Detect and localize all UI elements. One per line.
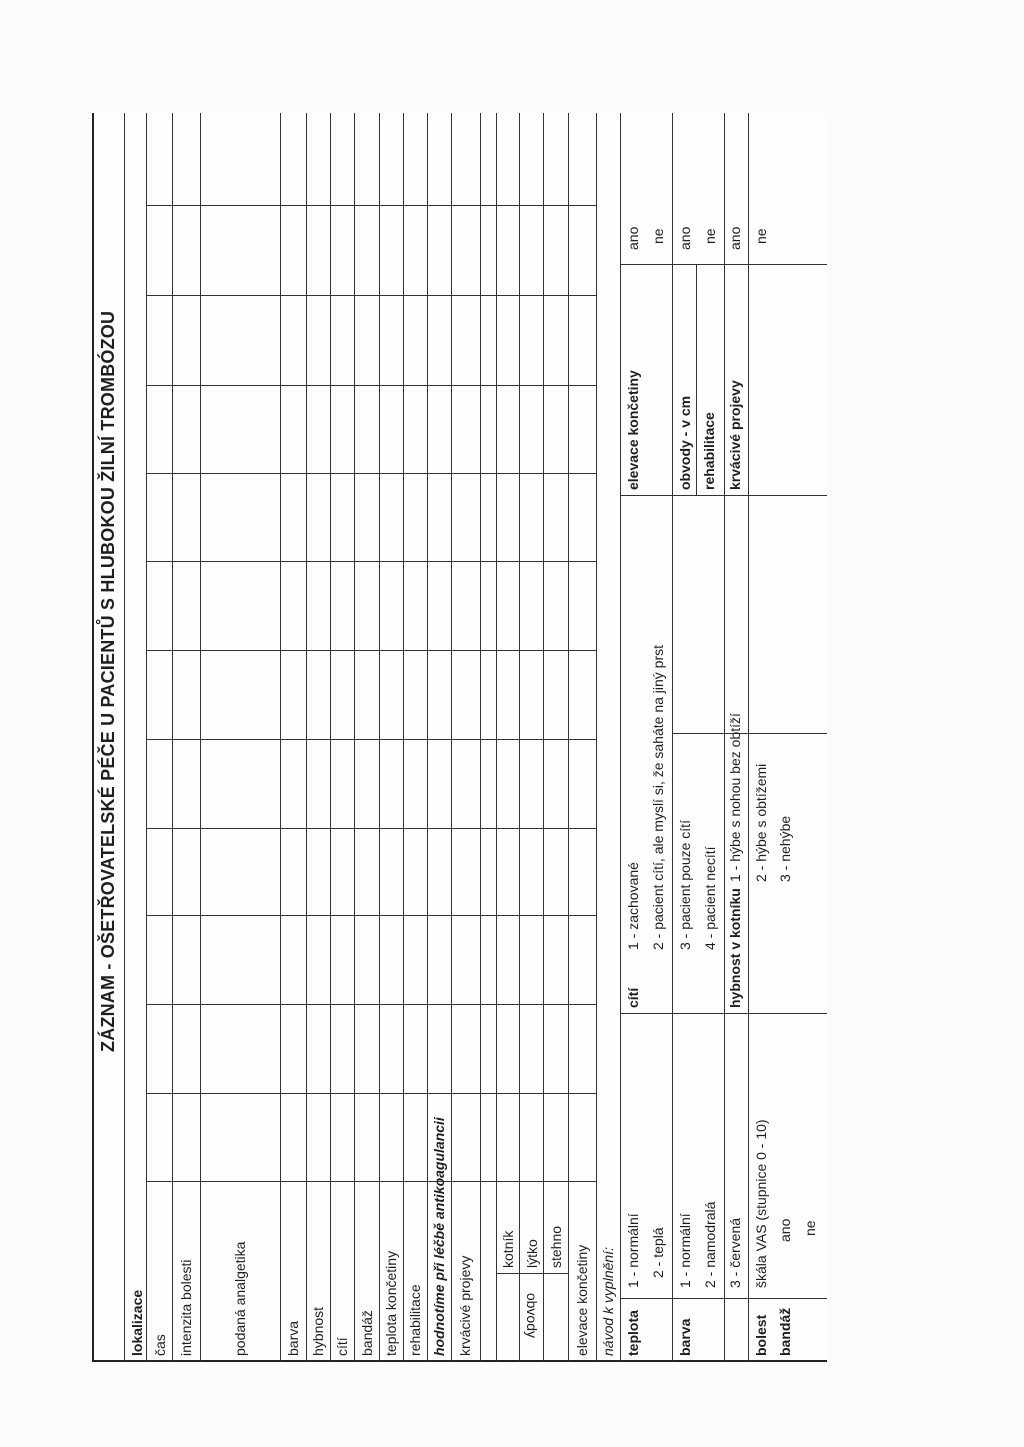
legend-krvacive-label: krvácivé projevy <box>727 380 743 490</box>
legend-citi-item: 2 - pacient cítí, ale myslí si, že saháte na jiný prst <box>650 644 666 950</box>
row-divider <box>620 113 621 1362</box>
column-divider <box>146 915 596 916</box>
legend-bandaz-label: bandáž <box>777 1307 793 1356</box>
row-label-citi: cítí <box>334 1337 350 1356</box>
legend-divider <box>620 1298 827 1299</box>
legend-elevace-label: elevace končetiny <box>625 370 641 490</box>
column-divider <box>146 205 596 206</box>
legend-hybnost-label: hybnost v kotníku <box>727 888 743 1008</box>
legend-hybnost-item: 3 - nehýbe <box>777 815 793 882</box>
antikoagulancia-header: hodnotíme při léčbě antikoagulancii <box>431 1117 447 1356</box>
form-page <box>92 113 827 1362</box>
row-label-krvacive: krvácivé projevy <box>457 1255 473 1356</box>
row-divider <box>146 113 147 1362</box>
row-divider <box>200 113 201 1362</box>
column-divider <box>146 739 596 740</box>
row-label-bandaz: bandáž <box>359 1310 375 1356</box>
row-label-barva: barva <box>285 1320 301 1356</box>
form-title: ZÁZNAM - OŠETŘOVATELSKÉ PÉČE U PACIENTŮ S HLUBOKOU ŽILNÍ TROMBÓZOU <box>98 310 118 1052</box>
row-label-obvody: obvody <box>524 1292 540 1338</box>
row-divider <box>379 113 380 1362</box>
row-label-stehno: stehno <box>548 1225 564 1268</box>
legend-divider <box>672 733 827 734</box>
column-divider <box>146 1181 596 1182</box>
row-divider <box>568 113 569 1362</box>
column-divider <box>146 1004 596 1005</box>
row-divider <box>543 113 544 1362</box>
legend-elevace-item: ne <box>650 228 666 244</box>
legend-rehabilitace-item: ano <box>677 226 693 250</box>
row-label-lokalizace: lokalizace <box>129 1289 145 1356</box>
row-divider <box>496 113 497 1362</box>
column-divider <box>146 385 596 386</box>
row-label-kotnik: kotník <box>500 1230 516 1268</box>
row-divider <box>427 113 428 1362</box>
rotated-form-sheet <box>92 113 827 1362</box>
row-divider <box>451 113 452 1362</box>
legend-hybnost-item: 2 - hýbe s obtížemi <box>753 763 769 882</box>
row-divider <box>172 113 173 1362</box>
row-label-intenzita: intenzita bolesti <box>178 1259 194 1356</box>
row-divider <box>519 113 520 1362</box>
title-divider <box>124 113 125 1362</box>
legend-citi-item: 1 - zachované <box>625 862 641 950</box>
legend-elevace-item: ano <box>625 226 641 250</box>
legend-teplota-item: 1 - normální <box>625 1213 641 1288</box>
legend-bandaz-item: ano <box>777 1218 793 1242</box>
instructions-header: návod k vyplnění: <box>600 1247 616 1356</box>
row-label-elevace: elevace končetiny <box>574 1244 590 1356</box>
row-divider <box>330 113 331 1362</box>
legend-citi-item: 4 - pacient necítí <box>702 846 718 950</box>
legend-barva-item: 1 - normální <box>677 1213 693 1288</box>
legend-divider <box>620 264 827 265</box>
legend-divider <box>620 495 827 496</box>
row-divider <box>672 113 673 1362</box>
legend-barva-item: 3 - červená <box>727 1217 743 1288</box>
obvody-divider <box>496 1273 568 1274</box>
row-divider <box>403 113 404 1362</box>
column-divider <box>146 1093 596 1094</box>
legend-bolest-text: škála VAS (stupnice 0 - 10) <box>753 1119 769 1288</box>
row-divider <box>306 113 307 1362</box>
column-divider <box>146 295 596 296</box>
row-divider <box>480 113 481 1362</box>
legend-krvacive-item: ne <box>753 228 769 244</box>
column-divider <box>146 473 596 474</box>
column-divider <box>146 650 596 651</box>
row-divider <box>280 113 281 1362</box>
legend-hybnost-item: 1 - hýbe s nohou bez obtíží <box>727 713 743 882</box>
legend-citi-label: cítí <box>625 987 641 1008</box>
legend-barva-label: barva <box>677 1318 693 1356</box>
row-label-analgetika: podaná analgetika <box>232 1241 248 1356</box>
legend-teplota-label: teplota <box>625 1310 641 1356</box>
legend-bandaz-item: ne <box>802 1220 818 1236</box>
legend-obvody-divider <box>696 265 697 496</box>
legend-bolest-label: bolest <box>753 1314 769 1356</box>
legend-obvody-label: obvody - v cm <box>677 395 693 490</box>
row-divider <box>354 113 355 1362</box>
legend-rehabilitace-item: ne <box>702 228 718 244</box>
legend-citi-item: 3 - pacient pouze cítí <box>677 820 693 950</box>
column-divider <box>146 828 596 829</box>
row-divider <box>748 113 749 1362</box>
column-divider <box>146 561 596 562</box>
row-divider <box>596 113 597 1362</box>
row-label-cas: čas <box>152 1334 168 1356</box>
row-label-teplota: teplota končetiny <box>383 1250 399 1356</box>
legend-rehabilitace-label: rehabilitace <box>701 412 717 490</box>
row-label-lytko: lýtko <box>524 1239 540 1268</box>
row-label-rehabilitace: rehabilitace <box>407 1284 423 1356</box>
form-frame <box>92 113 827 1362</box>
legend-krvacive-item: ano <box>727 226 743 250</box>
legend-barva-item: 2 - namodralá <box>702 1201 718 1288</box>
row-label-hybnost: hybnost <box>310 1306 326 1356</box>
legend-divider <box>620 1013 827 1014</box>
legend-teplota-item: 2 - teplá <box>650 1227 666 1278</box>
